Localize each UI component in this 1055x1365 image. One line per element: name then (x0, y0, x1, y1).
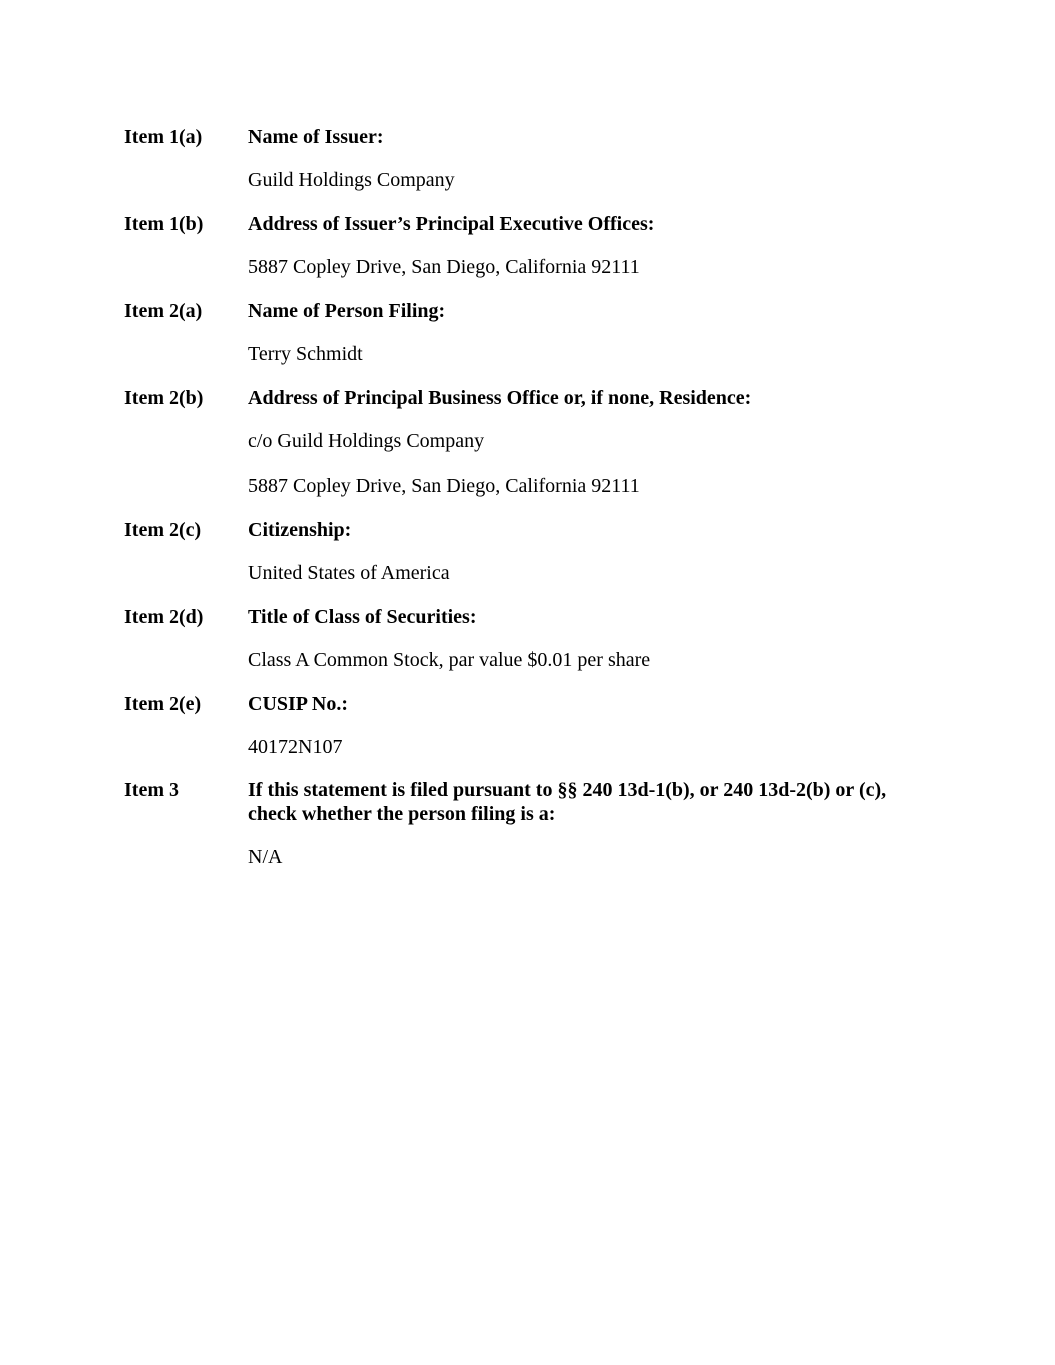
item-number: Item 2(e) (124, 693, 202, 715)
item-value: United States of America (248, 562, 450, 584)
item-number: Item 3 (124, 779, 179, 801)
item-title: Citizenship: (248, 519, 352, 541)
item-number: Item 1(b) (124, 213, 204, 235)
item-number: Item 2(d) (124, 606, 204, 628)
item-number: Item 1(a) (124, 126, 203, 148)
item-title: Title of Class of Securities: (248, 606, 477, 628)
item-value: Guild Holdings Company (248, 169, 455, 191)
item-value: Class A Common Stock, par value $0.01 per share (248, 649, 651, 671)
item-number: Item 2(c) (124, 519, 202, 541)
item-value: 5887 Copley Drive, San Diego, California 92111 (248, 256, 640, 278)
item-number: Item 2(a) (124, 300, 203, 322)
item-title: Name of Person Filing: (248, 300, 446, 322)
item-value: Terry Schmidt (248, 343, 363, 365)
item-value: N/A (248, 846, 283, 868)
item-title: CUSIP No.: (248, 693, 349, 715)
item-title: Address of Principal Business Office or, if none, Residence: (248, 387, 752, 409)
item-title: Address of Issuer’s Principal Executive Offices: (248, 213, 655, 235)
item-value: 5887 Copley Drive, San Diego, California 92111 (248, 475, 640, 497)
item-title: Name of Issuer: (248, 126, 384, 148)
item-title: If this statement is filed pursuant to §§ 240 13d-1(b), or 240 13d-2(b) or (c), check whether the person filing is a: (248, 779, 887, 825)
item-number: Item 2(b) (124, 387, 204, 409)
item-value: 40172N107 (248, 736, 343, 758)
item-value: c/o Guild Holdings Company (248, 430, 485, 452)
